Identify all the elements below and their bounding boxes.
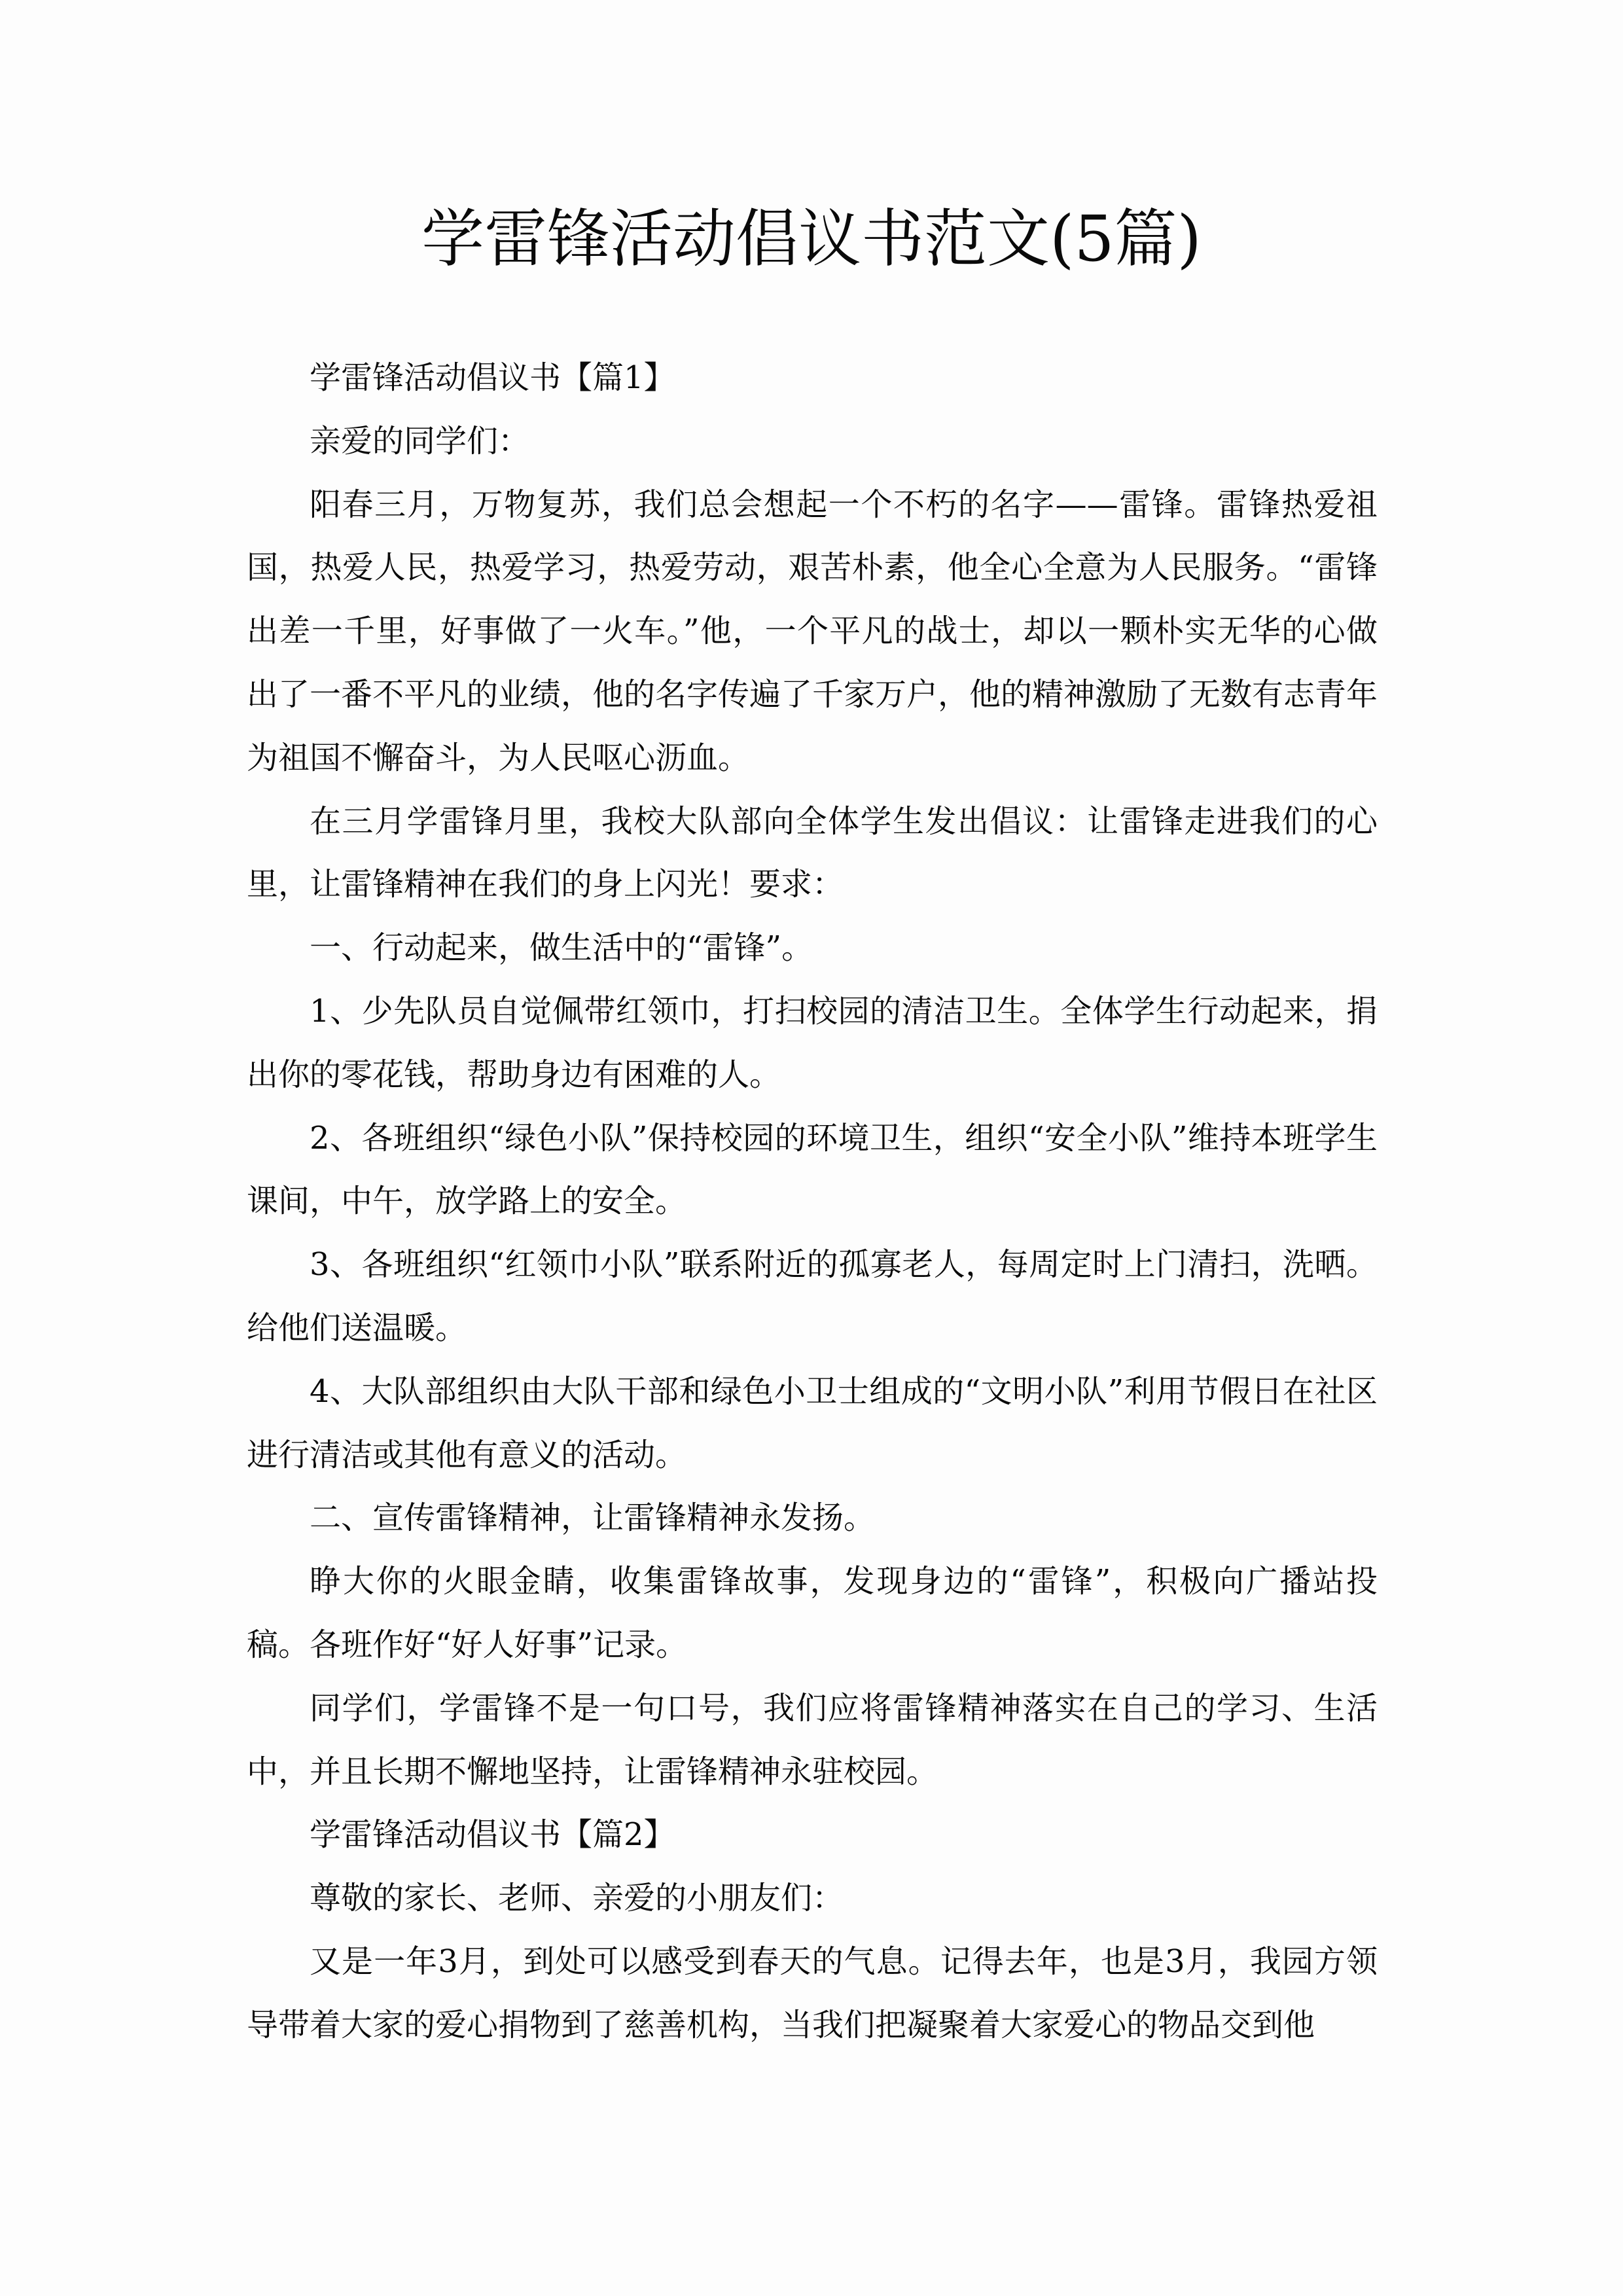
section-heading-2: 学雷锋活动倡议书【篇2】 [310,1816,675,1854]
paragraph-section2-intro: 又是一年3月，到处可以感受到春天的气息。记得去年，也是3月，我园方领导带着大家的爱心捐物到了慈善机构，当我们把凝聚着大家爱心的物品交到他 [247,1943,1378,2043]
list-item-2: 2、各班组织“绿色小队”保持校园的环境卫生，组织“安全小队”维持本班学生课间，中午，放学路上的安全。 [247,1119,1378,1220]
paragraph-closing: 同学们，学雷锋不是一句口号，我们应将雷锋精神落实在自己的学习、生活中，并且长期不懈地坚持，让雷锋精神永驻校园。 [247,1689,1378,1790]
document-title: 学雷锋活动倡议书范文(5篇) [421,202,1202,276]
list-heading-2: 二、宣传雷锋精神，让雷锋精神永发扬。 [310,1499,876,1537]
section-heading-1: 学雷锋活动倡议书【篇1】 [310,359,675,396]
paragraph-promote: 睁大你的火眼金睛，收集雷锋故事，发现身边的“雷锋”，积极向广播站投稿。各班作好“好人好事”记录。 [247,1563,1378,1663]
list-item-4: 4、大队部组织由大队干部和绿色小卫士组成的“文明小队”利用节假日在社区进行清洁或其他有意义的活动。 [247,1372,1378,1473]
document-body [247,346,1378,2057]
list-heading-1: 一、行动起来，做生活中的“雷锋”。 [310,929,813,967]
salutation-2: 尊敬的家长、老师、亲爱的小朋友们： [310,1880,844,1917]
salutation: 亲爱的同学们： [310,422,530,459]
list-item-3: 3、各班组织“红领巾小队”联系附近的孤寡老人，每周定时上门清扫，洗晒。给他们送温暖。 [247,1246,1378,1346]
paragraph-intro: 阳春三月，万物复苏，我们总会想起一个不朽的名字——雷锋。雷锋热爱祖国，热爱人民，热爱学习，热爱劳动，艰苦朴素，他全心全意为人民服务。“雷锋出差一千里，好事做了一火车。”他，一个平凡的战士，却以一颗朴实无华的心做出了一番不平凡的业绩，他的名字传遍了千家万户，他的精神激励了无数有志青年为祖国不懈奋斗，为人民呕心沥血。 [247,486,1378,776]
paragraph-proposal: 在三月学雷锋月里，我校大队部向全体学生发出倡议：让雷锋走进我们的心里，让雷锋精神在我们的身上闪光！要求： [247,802,1378,903]
list-item-1: 1、少先队员自觉佩带红领巾，打扫校园的清洁卫生。全体学生行动起来，捐出你的零花钱，帮助身边有困难的人。 [247,992,1378,1093]
